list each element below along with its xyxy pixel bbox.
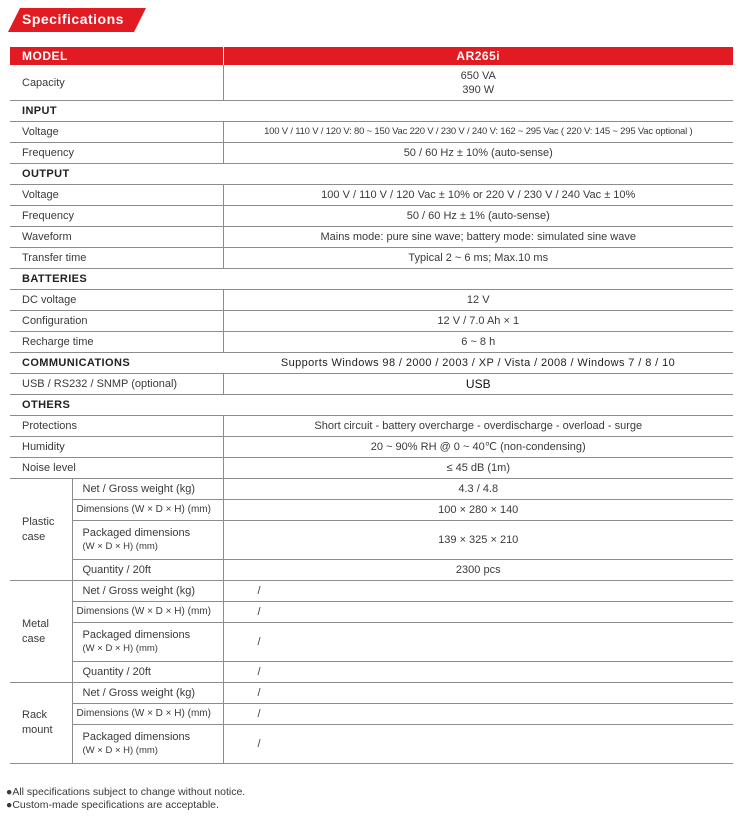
plastic-qty-label: Quantity / 20ft (72, 560, 223, 581)
input-header: INPUT (10, 101, 733, 122)
metal-qty-row (10, 662, 733, 683)
rack-mount-label: Rack mount (10, 683, 72, 764)
plastic-pack-row (10, 521, 733, 560)
rack-dim-row (10, 704, 733, 725)
model-label: MODEL (10, 47, 223, 65)
output-waveform-label: Waveform (10, 227, 223, 248)
output-frequency-label: Frequency (10, 206, 223, 227)
noise-value: ≤ 45 dB (1m) (223, 458, 733, 479)
metal-dim-row (10, 602, 733, 623)
communications-os-value: Supports Windows 98 / 2000 / 2003 / XP / Vista / 2008 / Windows 7 / 8 / 10 (223, 353, 733, 374)
rack-pack-label-2: (W × D × H) (mm) (82, 745, 158, 756)
model-row (10, 47, 733, 65)
plastic-dim-label: Dimensions (W × D × H) (mm) (72, 500, 223, 521)
metal-pack-label-1: Packaged dimensions (82, 629, 191, 641)
input-header-row (10, 101, 733, 122)
rack-pack-value: / (223, 725, 733, 764)
rack-pack-label-1: Packaged dimensions (82, 731, 191, 743)
humidity-value: 20 ~ 90% RH @ 0 ~ 40℃ (non-condensing) (223, 437, 733, 458)
rack-dim-value: / (223, 704, 733, 725)
capacity-w: 390 W (462, 83, 495, 96)
capacity-va: 650 VA (460, 69, 496, 82)
output-transfer-label: Transfer time (10, 248, 223, 269)
plastic-pack-label-2: (W × D × H) (mm) (82, 541, 158, 552)
input-frequency-label: Frequency (10, 143, 223, 164)
model-value: AR265i (223, 47, 733, 65)
output-waveform-value: Mains mode: pure sine wave; battery mode: simulated sine wave (223, 227, 733, 248)
battery-dc-value: 12 V (223, 290, 733, 311)
battery-dc-row (10, 290, 733, 311)
rack-dim-label: Dimensions (W × D × H) (mm) (72, 704, 223, 725)
humidity-label: Humidity (10, 437, 223, 458)
rack-weight-value: / (223, 683, 733, 704)
communications-header-row (10, 353, 733, 374)
plastic-case-label: Plastic case (10, 479, 72, 581)
capacity-row (10, 65, 733, 101)
metal-dim-value: / (223, 602, 733, 623)
plastic-qty-row (10, 560, 733, 581)
metal-dim-label: Dimensions (W × D × H) (mm) (72, 602, 223, 623)
plastic-pack-label (72, 521, 223, 560)
input-frequency-value: 50 / 60 Hz ± 10% (auto-sense) (223, 143, 733, 164)
batteries-header: BATTERIES (10, 269, 733, 290)
plastic-weight-row (10, 479, 733, 500)
metal-weight-label: Net / Gross weight (kg) (72, 581, 223, 602)
output-transfer-value: Typical 2 ~ 6 ms; Max.10 ms (223, 248, 733, 269)
plastic-dim-value: 100 × 280 × 140 (223, 500, 733, 521)
metal-case-label: Metal case (10, 581, 72, 683)
others-header: OTHERS (10, 395, 733, 416)
noise-label: Noise level (10, 458, 223, 479)
others-header-row (10, 395, 733, 416)
footnote-change-notice: ●All specifications subject to change without notice. (6, 786, 246, 798)
output-frequency-row (10, 206, 733, 227)
capacity-value (223, 65, 733, 101)
input-voltage-row (10, 122, 733, 143)
metal-pack-label-2: (W × D × H) (mm) (82, 643, 158, 654)
communications-usb-label: USB / RS232 / SNMP (optional) (10, 374, 223, 395)
protections-row (10, 416, 733, 437)
communications-usb-row (10, 374, 733, 395)
output-transfer-row (10, 248, 733, 269)
protections-value: Short circuit - battery overcharge - overdischarge - overload - surge (223, 416, 733, 437)
specifications-tab (8, 8, 146, 32)
output-header: OUTPUT (10, 164, 733, 185)
metal-weight-value: / (223, 581, 733, 602)
plastic-pack-value: 139 × 325 × 210 (223, 521, 733, 560)
plastic-weight-label: Net / Gross weight (kg) (72, 479, 223, 500)
communications-header: COMMUNICATIONS (10, 353, 223, 374)
rack-weight-label: Net / Gross weight (kg) (72, 683, 223, 704)
output-waveform-row (10, 227, 733, 248)
plastic-dim-row (10, 500, 733, 521)
input-voltage-value: 100 V / 110 V / 120 V: 80 ~ 150 Vac 220 V / 230 V / 240 V: 162 ~ 295 Vac ( 220 V: 145 ~ 295 Vac optional ) (223, 122, 733, 143)
protections-label: Protections (10, 416, 223, 437)
battery-recharge-row (10, 332, 733, 353)
metal-weight-row (10, 581, 733, 602)
output-header-row (10, 164, 733, 185)
humidity-row (10, 437, 733, 458)
output-voltage-label: Voltage (10, 185, 223, 206)
footnotes (6, 786, 245, 812)
plastic-weight-value: 4.3 / 4.8 (223, 479, 733, 500)
battery-recharge-label: Recharge time (10, 332, 223, 353)
capacity-label: Capacity (10, 65, 223, 101)
battery-recharge-value: 6 ~ 8 h (223, 332, 733, 353)
rack-pack-row (10, 725, 733, 764)
rack-weight-row (10, 683, 733, 704)
output-voltage-row (10, 185, 733, 206)
metal-pack-label (72, 623, 223, 662)
plastic-qty-value: 2300 pcs (223, 560, 733, 581)
input-frequency-row (10, 143, 733, 164)
noise-row (10, 458, 733, 479)
output-frequency-value: 50 / 60 Hz ± 1% (auto-sense) (223, 206, 733, 227)
battery-config-row (10, 311, 733, 332)
battery-config-value: 12 V / 7.0 Ah × 1 (223, 311, 733, 332)
input-voltage-label: Voltage (10, 122, 223, 143)
output-voltage-value: 100 V / 110 V / 120 Vac ± 10% or 220 V / 230 V / 240 Vac ± 10% (223, 185, 733, 206)
rack-pack-label (72, 725, 223, 764)
battery-dc-label: DC voltage (10, 290, 223, 311)
plastic-pack-label-1: Packaged dimensions (82, 527, 191, 539)
battery-config-label: Configuration (10, 311, 223, 332)
metal-pack-row (10, 623, 733, 662)
metal-pack-value: / (223, 623, 733, 662)
communications-usb-value: USB (223, 374, 733, 395)
metal-qty-label: Quantity / 20ft (72, 662, 223, 683)
spec-table (10, 47, 733, 764)
batteries-header-row (10, 269, 733, 290)
footnote-custom-made: ●Custom-made specifications are acceptable. (6, 799, 219, 811)
specifications-title: Specifications (22, 11, 124, 27)
metal-qty-value: / (223, 662, 733, 683)
